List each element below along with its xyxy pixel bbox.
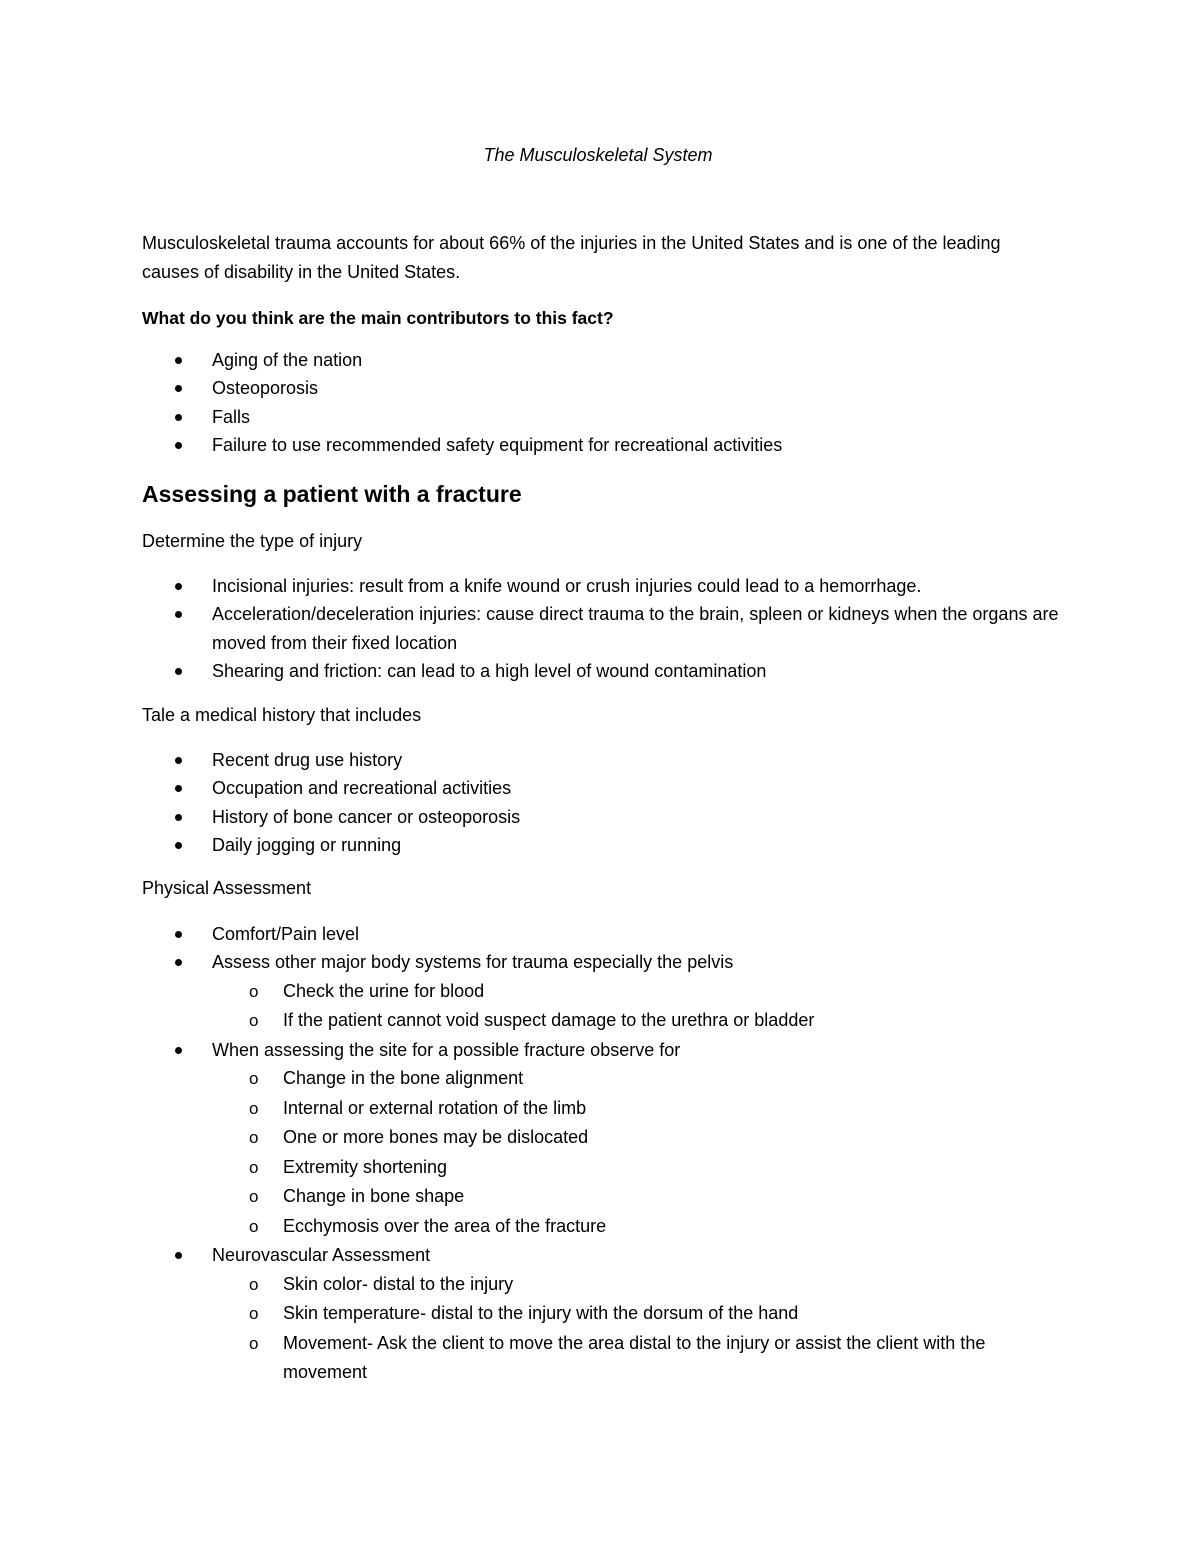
list-item-text: Occupation and recreational activities <box>212 778 512 799</box>
intro-paragraph: Musculoskeletal trauma accounts for about 66% of the injuries in the United States and is one of the leading causes of disability in the United States. <box>142 233 1001 282</box>
question-text: What do you think are the main contributors to this fact? <box>142 308 614 328</box>
bullet-icon <box>175 842 182 849</box>
sub-list-item <box>212 1212 1063 1242</box>
sub-list-item-text: Extremity shortening <box>283 1156 448 1177</box>
sub-list-item <box>212 1299 1063 1329</box>
physical-assessment-label: Physical Assessment <box>142 878 312 898</box>
sub-list-item <box>212 1329 1063 1388</box>
circle-bullet-icon: o <box>249 1069 259 1089</box>
circle-bullet-icon: o <box>249 1098 259 1118</box>
list-item-text: Osteoporosis <box>212 378 319 399</box>
list-item <box>0 948 1060 1035</box>
sub-list <box>212 977 1060 1036</box>
list-item-text: Incisional injuries: result from a knife wound or crush injuries could lead to a hemorrhage. <box>212 576 922 596</box>
list-item-text: Recent drug use history <box>212 750 403 770</box>
list-item <box>0 803 1060 831</box>
sub-list-item-text: Change in the bone alignment <box>283 1068 524 1089</box>
sub-list-item <box>212 977 1063 1007</box>
list-item <box>0 920 1060 948</box>
bullet-icon <box>175 414 182 421</box>
bullet-icon <box>175 357 182 364</box>
sub-list-item <box>212 1094 1063 1124</box>
contributors-list <box>0 346 1100 460</box>
sub-list-item-text: Internal or external rotation of the limb <box>283 1097 587 1118</box>
list-item-text: Assess other major body systems for trauma especially the pelvis <box>212 952 734 973</box>
bullet-icon <box>175 1047 182 1054</box>
list-item-text: Falls <box>212 406 251 427</box>
sub-list-item-text: Change in bone shape <box>283 1186 465 1207</box>
bullet-icon <box>175 785 182 792</box>
bullet-icon <box>175 814 182 821</box>
list-item <box>0 572 1060 600</box>
circle-bullet-icon: o <box>249 1157 259 1177</box>
list-item-text: Daily jogging or running <box>212 835 402 856</box>
sub-list-item <box>212 1182 1063 1212</box>
sub-list-item <box>212 1270 1063 1300</box>
sub-list-item-text: Skin temperature- distal to the injury with the dorsum of the hand <box>283 1303 799 1324</box>
list-item <box>0 374 1060 402</box>
bullet-icon <box>175 385 182 392</box>
list-item <box>0 346 1060 374</box>
sub-list-item <box>212 1064 1063 1094</box>
sub-list-item-text: Ecchymosis over the area of the fracture <box>283 1215 607 1236</box>
circle-bullet-icon: o <box>249 1187 259 1207</box>
list-item-text: History of bone cancer or osteoporosis <box>212 806 521 827</box>
list-item-text: Aging of the nation <box>212 350 363 370</box>
sub-list-item-text: If the patient cannot void suspect damage to the urethra or bladder <box>283 1010 815 1031</box>
list-item <box>0 403 1060 431</box>
bullet-icon <box>175 931 182 938</box>
bullet-icon <box>175 442 182 449</box>
sub-list-item <box>212 1153 1063 1183</box>
sub-list <box>212 1064 1060 1241</box>
circle-bullet-icon: o <box>249 981 259 1001</box>
injury-type-label: Determine the type of injury <box>142 531 363 551</box>
bullet-icon <box>175 668 182 675</box>
section-heading: Assessing a patient with a fracture <box>142 481 522 507</box>
bullet-icon <box>175 959 182 966</box>
bullet-icon <box>175 611 182 618</box>
bullet-icon <box>175 1252 182 1259</box>
injury-list <box>0 572 1100 686</box>
sub-list-item-text: Skin color- distal to the injury <box>283 1273 514 1294</box>
circle-bullet-icon: o <box>249 1333 259 1353</box>
sub-list-item-text: Movement- Ask the client to move the area distal to the injury or assist the client with the movement <box>283 1332 986 1383</box>
list-item <box>0 657 1060 685</box>
bullet-icon <box>175 757 182 764</box>
list-item-text: Neurovascular Assessment <box>212 1245 431 1266</box>
list-item <box>0 1036 1060 1241</box>
list-item <box>0 1241 1060 1387</box>
sub-list-item-text: Check the urine for blood <box>283 980 485 1001</box>
medical-history-label: Tale a medical history that includes <box>142 705 422 725</box>
list-item-text: Shearing and friction: can lead to a high level of wound contamination <box>212 661 767 682</box>
list-item <box>0 600 1060 657</box>
physical-assessment-list <box>0 920 1100 1388</box>
bullet-icon <box>175 583 182 590</box>
sub-list <box>212 1270 1060 1388</box>
circle-bullet-icon: o <box>249 1304 259 1324</box>
list-item-text: Failure to use recommended safety equipment for recreational activities <box>212 435 783 456</box>
medical-history-list <box>0 746 1100 860</box>
circle-bullet-icon: o <box>249 1128 259 1148</box>
document-title: The Musculoskeletal System <box>483 145 713 165</box>
list-item <box>0 831 1060 859</box>
list-item-text: Acceleration/deceleration injuries: cause direct trauma to the brain, spleen or kidneys when the organs are moved from their fixed location <box>212 604 1059 653</box>
sub-list-item-text: One or more bones may be dislocated <box>283 1127 589 1148</box>
circle-bullet-icon: o <box>249 1274 259 1294</box>
list-item-text: When assessing the site for a possible fracture observe for <box>212 1039 681 1060</box>
sub-list-item <box>212 1123 1063 1153</box>
circle-bullet-icon: o <box>249 1216 259 1236</box>
list-item <box>0 431 1060 459</box>
circle-bullet-icon: o <box>249 1011 259 1031</box>
list-item <box>0 746 1060 774</box>
list-item <box>0 774 1060 802</box>
list-item-text: Comfort/Pain level <box>212 924 360 944</box>
sub-list-item <box>212 1006 1063 1036</box>
